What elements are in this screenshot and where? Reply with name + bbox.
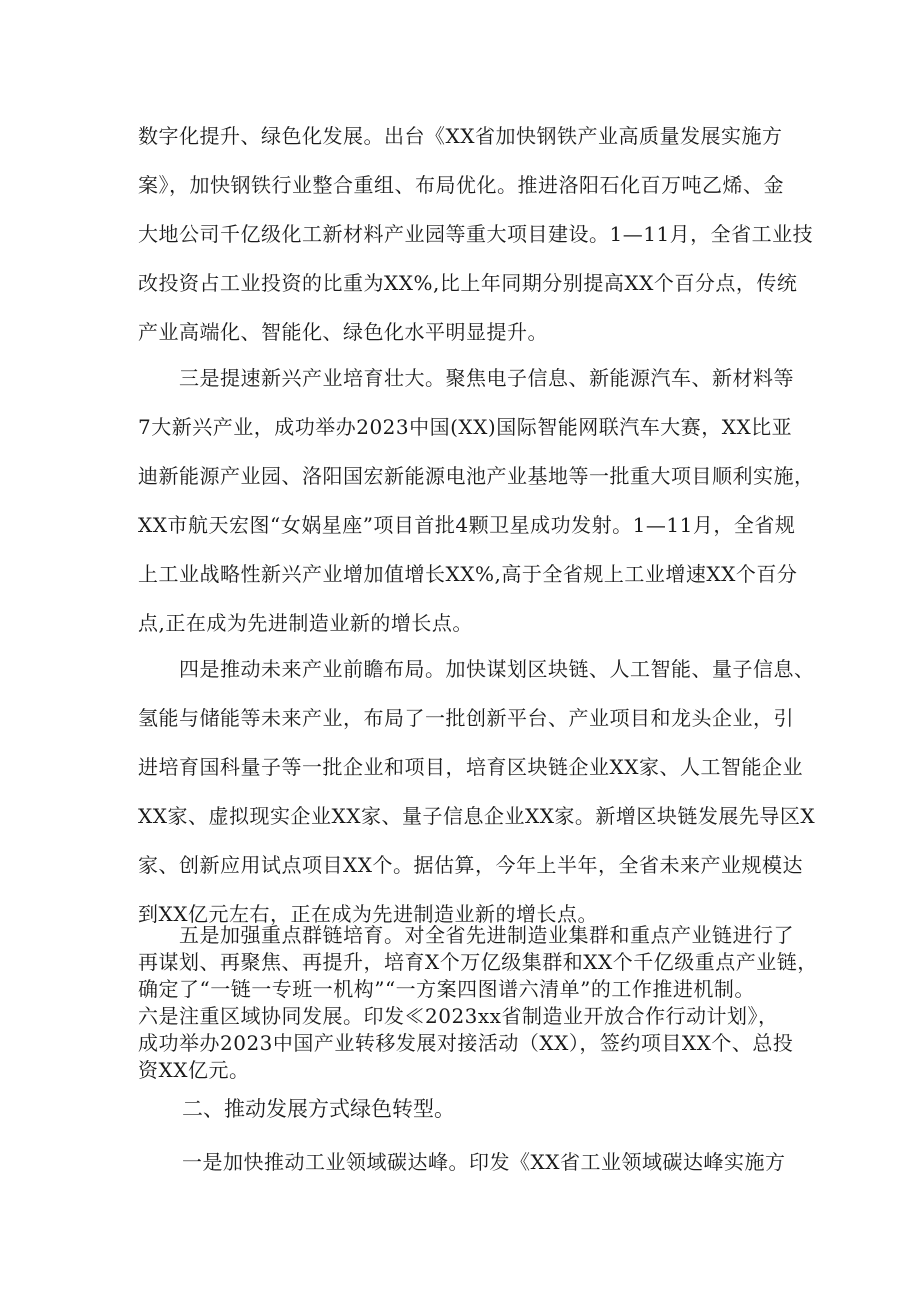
text-line: 改投资占工业投资的比重为XX%,比上年同期分别提高XX个百分点，传统 xyxy=(138,271,798,295)
text-line: 三是提速新兴产业培育壮大。聚焦电子信息、新能源汽车、新材料等 xyxy=(138,366,794,390)
text-line: 到XX亿元左右，正在成为先进制造业新的增长点。 xyxy=(138,902,598,926)
section-heading: 二、推动发展方式绿色转型。 xyxy=(182,1097,455,1121)
text-line: 大地公司千亿级化工新材料产业园等重大项目建设。1—11月，全省工业技 xyxy=(138,222,814,246)
text-line: 家、创新应用试点项目XX个。据估算，今年上半年，全省未来产业规模达 xyxy=(138,853,803,877)
text-line: 点,正在成为先进制造业新的增长点。 xyxy=(138,611,473,635)
text-line: 迪新能源产业园、洛阳国宏新能源电池产业基地等一批重大项目顺利实施， xyxy=(138,464,815,488)
text-line: 7大新兴产业，成功举办2023中国(XX)国际智能网联汽车大赛，XX比亚 xyxy=(138,415,793,439)
text-line: 成功举办2023中国产业转移发展对接活动（XX），签约项目XX个、总投 xyxy=(138,1031,794,1055)
paragraph-cluster-chain xyxy=(138,922,818,1084)
text-line: 确定了“一链一专班一机构”“一方案四图谱六清单”的工作推进机制。 xyxy=(138,977,755,1001)
text-line: 五是加强重点群链培育。对全省先进制造业集群和重点产业链进行了 xyxy=(138,923,794,947)
text-line: 数字化提升、绿色化发展。出台《XX省加快钢铁产业高质量发展实施方 xyxy=(138,124,783,148)
text-line: 上工业战略性新兴产业增加值增长XX%,高于全省规上工业增速XX个百分 xyxy=(138,562,798,586)
text-line: 氢能与储能等未来产业，布局了一批创新平台、产业项目和龙头企业，引 xyxy=(138,706,794,730)
paragraph-future-industries xyxy=(138,645,816,939)
paragraph-carbon-peak: 一是加快推动工业领域碳达峰。印发《XX省工业领域碳达峰实施方 xyxy=(182,1150,786,1174)
text-line: XX市航天宏图“女娲星座”项目首批4颗卫星成功发射。1—11月，全省规 xyxy=(138,513,796,537)
text-line: 案》，加快钢铁行业整合重组、布局优化。推进洛阳石化百万吨乙烯、金 xyxy=(138,173,784,197)
text-line: 再谋划、再聚焦、再提升，培育X个万亿级集群和XX个千亿级重点产业链， xyxy=(138,950,818,974)
text-line: 产业高端化、智能化、绿色化水平明显提升。 xyxy=(138,320,548,344)
paragraph-emerging-industries xyxy=(138,354,815,648)
text-line: 进培育国科量子等一批企业和项目，培育区块链企业XX家、人工智能企业 xyxy=(138,755,803,779)
text-line: 六是注重区域协同发展。印发≪2023xx省制造业开放合作行动计划》， xyxy=(138,1004,779,1028)
text-line: 四是推动未来产业前瞻布局。加快谋划区块链、人工智能、量子信息、 xyxy=(138,657,815,681)
paragraph-digital-green xyxy=(138,112,814,357)
text-line: XX家、虚拟现实企业XX家、量子信息企业XX家。新增区块链发展先导区X xyxy=(138,804,816,828)
text-line: 资XX亿元。 xyxy=(138,1058,250,1082)
